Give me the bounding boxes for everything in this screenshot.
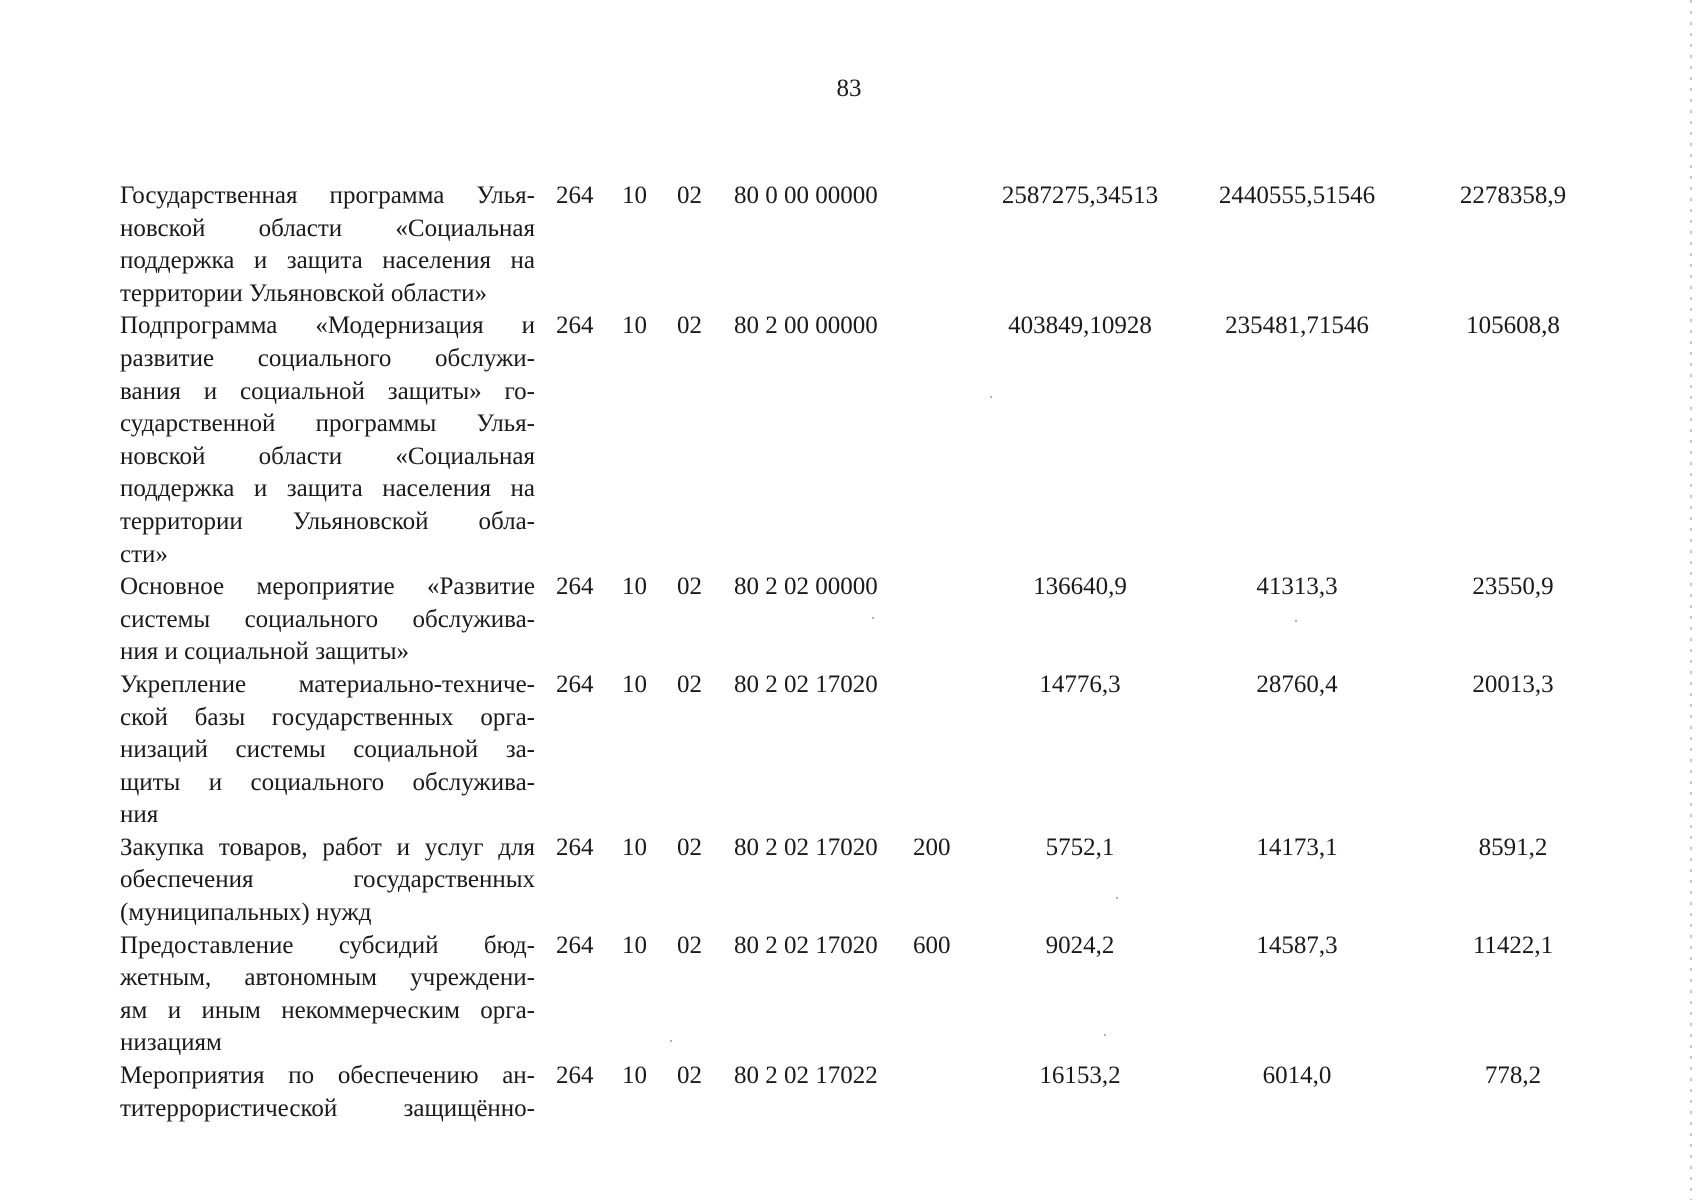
scan-speck <box>1104 1034 1106 1036</box>
amount-year-2: 14587,3 <box>1256 931 1338 959</box>
row-description: Мероприятия по обеспечению ан- титеррористической защищённо- <box>120 1062 535 1122</box>
subsection-code: 02 <box>677 573 702 601</box>
expense-type-code: 600 <box>913 931 951 959</box>
row-description: Закупка товаров, работ и услуг для обеспечения государственных (муниципальных) нужд <box>120 833 535 927</box>
subsection-code: 02 <box>677 833 702 861</box>
expense-type-code: 200 <box>913 833 951 861</box>
target-code: 80 2 02 17020 <box>734 670 878 698</box>
admin-code: 264 <box>556 833 594 861</box>
section-code: 10 <box>622 931 647 959</box>
amount-year-1: 2587275,34513 <box>1001 182 1159 209</box>
table-row <box>120 310 1560 571</box>
page-number: 83 <box>836 75 862 102</box>
amount-year-1: 9024,2 <box>1045 931 1115 959</box>
amount-year-3: 8591,2 <box>1478 833 1548 861</box>
amount-year-3: 2278358,9 <box>1459 182 1567 209</box>
table-row <box>120 669 1560 832</box>
admin-code: 264 <box>556 1062 594 1090</box>
section-code: 10 <box>622 182 647 209</box>
scan-edge-artifact <box>1690 0 1692 1200</box>
table-row <box>120 180 1567 310</box>
target-code: 80 2 00 00000 <box>734 312 878 340</box>
row-description: Подпрограмма «Модернизация и развитие социального обслужи- вания и социальной защиты» го- сударственной программы Улья- новской области «Социальная поддержка и защита населения на территории Ульяновской обла- сти» <box>120 312 535 568</box>
scan-speck <box>990 396 992 398</box>
amount-year-2: 41313,3 <box>1256 573 1338 601</box>
amount-year-2: 28760,4 <box>1256 670 1338 698</box>
section-code: 10 <box>622 312 647 340</box>
row-description: Основное мероприятие «Развитие системы социального обслужива- ния и социальной защиты» <box>120 573 535 666</box>
table-row <box>120 571 1560 669</box>
amount-year-3: 778,2 <box>1484 1062 1542 1090</box>
target-code: 80 2 02 00000 <box>734 573 878 601</box>
table-row <box>120 832 1560 930</box>
amount-year-2: 6014,0 <box>1262 1062 1332 1090</box>
table-row <box>120 1060 1560 1125</box>
table-row <box>120 930 1560 1060</box>
amount-year-1: 14776,3 <box>1039 670 1121 698</box>
amount-year-3: 23550,9 <box>1472 573 1554 601</box>
row-description: Укрепление материально-техниче- ской базы государственных орга- низаций системы социальной за- щиты и социального обслужива- ния <box>120 670 535 829</box>
subsection-code: 02 <box>677 670 702 698</box>
admin-code: 264 <box>556 312 594 340</box>
amount-year-3: 105608,8 <box>1466 312 1560 340</box>
amount-year-3: 11422,1 <box>1472 931 1554 959</box>
scan-speck <box>1116 897 1118 899</box>
amount-year-2: 235481,71546 <box>1225 312 1369 340</box>
section-code: 10 <box>622 833 647 861</box>
amount-year-1: 16153,2 <box>1039 1062 1121 1090</box>
section-code: 10 <box>622 573 647 601</box>
amount-year-1: 5752,1 <box>1045 833 1115 861</box>
section-code: 10 <box>622 1062 647 1090</box>
section-code: 10 <box>622 670 647 698</box>
row-description: Государственная программа Улья- новской области «Социальная поддержка и защита населения на территории Ульяновской области» <box>120 182 535 307</box>
admin-code: 264 <box>556 670 594 698</box>
admin-code: 264 <box>556 931 594 959</box>
amount-year-1: 136640,9 <box>1033 573 1127 601</box>
amount-year-2: 2440555,51546 <box>1218 182 1376 209</box>
amount-year-1: 403849,10928 <box>1008 312 1152 340</box>
budget-table <box>120 180 1567 1125</box>
subsection-code: 02 <box>677 312 702 340</box>
target-code: 80 2 02 17022 <box>734 1062 878 1090</box>
scan-speck <box>872 617 874 619</box>
subsection-code: 02 <box>677 931 702 959</box>
target-code: 80 2 02 17020 <box>734 931 878 959</box>
target-code: 80 0 00 00000 <box>734 182 878 209</box>
admin-code: 264 <box>556 573 594 601</box>
row-description: Предоставление субсидий бюд- жетным, автономным учреждени- ям и иным некоммерческим орга- низациям <box>120 931 535 1057</box>
subsection-code: 02 <box>677 1062 702 1090</box>
scan-speck <box>670 1040 672 1042</box>
scan-speck <box>1295 620 1297 622</box>
subsection-code: 02 <box>677 182 702 209</box>
admin-code: 264 <box>556 182 594 209</box>
amount-year-3: 20013,3 <box>1472 670 1554 698</box>
amount-year-2: 14173,1 <box>1256 833 1338 861</box>
target-code: 80 2 02 17020 <box>734 833 878 861</box>
